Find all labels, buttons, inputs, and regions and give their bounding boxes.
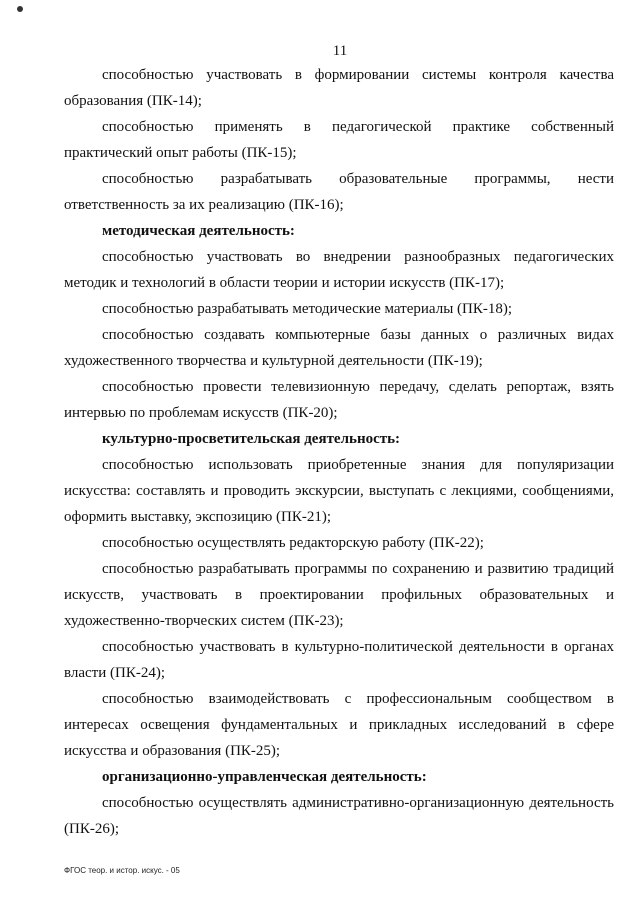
paragraph-pk20: способностью провести телевизионную передачу, сделать репортаж, взять интервью по проблемам искусств (ПК-20); — [64, 379, 614, 421]
footer-code: ФГОС теор. и истор. искус. - 05 — [64, 866, 180, 875]
document-body — [64, 62, 614, 842]
paragraph-pk25: способностью взаимодействовать с профессиональным сообществом в интересах освещения фундаментальных и прикладных исследований в сфере искусства и образования (ПК-25); — [64, 691, 614, 759]
paragraph-pk15: способностью применять в педагогической практике собственный практический опыт работы (ПК-15); — [64, 119, 614, 161]
scan-mark — [17, 6, 23, 12]
section-heading-methodical: методическая деятельность: — [102, 223, 295, 239]
paragraph-pk21: способностью использовать приобретенные знания для популяризации искусства: составлять и проводить экскурсии, выступать с лекциями, сообщениями, оформить выставку, экспозицию (ПК-21); — [64, 457, 614, 525]
paragraph-pk14: способностью участвовать в формировании системы контроля качества образования (ПК-14); — [64, 67, 614, 109]
section-heading-cultural: культурно-просветительская деятельность: — [102, 431, 401, 447]
paragraph-pk18: способностью разрабатывать методические материалы (ПК-18); — [102, 301, 513, 317]
paragraph-pk26: способностью осуществлять административно-организационную деятельность (ПК-26); — [64, 795, 614, 837]
paragraph-pk16: способностью разрабатывать образовательные программы, нести ответственность за их реализацию (ПК-16); — [64, 171, 614, 213]
paragraph-pk17: способностью участвовать во внедрении разнообразных педагогических методик и технологий в области теории и истории искусств (ПК-17); — [64, 249, 614, 291]
paragraph-pk24: способностью участвовать в культурно-политической деятельности в органах власти (ПК-24); — [64, 639, 614, 681]
paragraph-pk19: способностью создавать компьютерные базы данных о различных видах художественного творчества и культурной деятельности (ПК-19); — [64, 327, 614, 369]
section-heading-management: организационно-управленческая деятельность: — [102, 769, 427, 785]
paragraph-pk22: способностью осуществлять редакторскую работу (ПК-22); — [102, 535, 484, 551]
paragraph-pk23: способностью разрабатывать программы по сохранению и развитию традиций искусств, участвовать в проектировании профильных образовательных и художественно-творческих систем (ПК-23); — [64, 561, 614, 629]
page-number: 11 — [332, 43, 348, 59]
